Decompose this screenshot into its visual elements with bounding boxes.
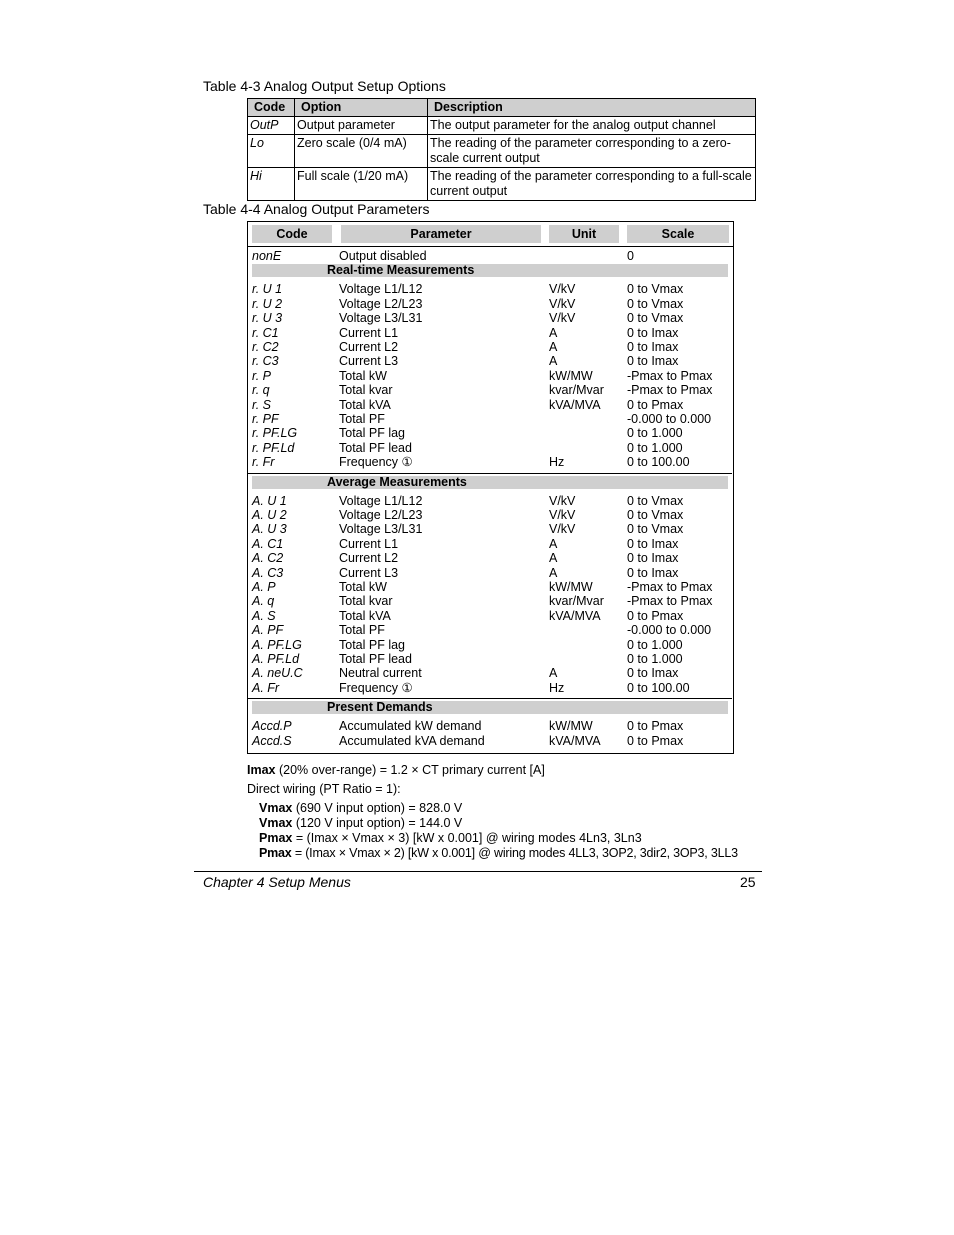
scale-cell: 0 to Pmax: [627, 608, 684, 623]
code-cell: r. C3: [252, 354, 279, 369]
code-cell: A. S: [252, 608, 276, 623]
code-cell: A. PF: [252, 623, 284, 638]
unit-cell: Hz: [549, 680, 565, 695]
scale-cell: 0 to Imax: [627, 354, 679, 369]
parameter-cell: Total kVA: [339, 608, 391, 623]
formula-label: Vmax: [259, 816, 293, 830]
parameter-cell: Current L2: [339, 340, 399, 354]
code-cell: r. PF.Ld: [252, 440, 295, 455]
scale-cell: 0 to Imax: [627, 551, 679, 566]
scale-cell: -Pmax to Pmax: [627, 580, 713, 594]
unit-cell: kW/MW: [549, 719, 593, 734]
column-header-code: Code: [248, 99, 295, 117]
formula-label: Vmax: [259, 801, 293, 815]
table-row: [248, 311, 732, 325]
code-cell: A. C1: [252, 536, 284, 551]
code-cell: r. P: [252, 368, 271, 383]
table-header-row: [248, 222, 733, 247]
parameter-cell: Voltage L2/L23: [339, 296, 423, 311]
option-cell: Zero scale (0/4 mA): [295, 135, 428, 168]
code-cell: r. PF.LG: [252, 426, 298, 441]
table-row: [248, 340, 732, 354]
code-cell: r. PF: [252, 412, 279, 426]
parameter-cell: Total kW: [339, 368, 387, 383]
table-row: [248, 494, 732, 508]
table-row: [248, 282, 732, 296]
table-4-3: [247, 98, 756, 201]
parameter-cell: Current L3: [339, 354, 399, 369]
column-header-scale: Scale: [627, 225, 729, 243]
unit-cell: A: [549, 354, 558, 369]
unit-cell: kVA/MVA: [549, 397, 601, 412]
parameter-cell: Voltage L1/L12: [339, 493, 423, 508]
scale-cell: -0.000 to 0.000: [627, 623, 712, 638]
unit-cell: V/kV: [549, 522, 576, 537]
table-4-4-caption: Table 4-4 Analog Output Parameters: [203, 201, 430, 217]
parameter-cell: Total PF lag: [339, 426, 406, 441]
description-cell: The reading of the parameter corresponding to a full-scale current output: [428, 168, 756, 201]
column-header-option: Option: [295, 99, 428, 117]
parameter-cell: Accumulated kVA demand: [339, 733, 485, 748]
unit-cell: A: [549, 340, 558, 354]
footer-chapter: Chapter 4 Setup Menus: [203, 874, 351, 890]
column-header-unit: Unit: [549, 225, 619, 243]
parameter-cell: Output disabled: [339, 249, 427, 263]
code-cell: A. Fr: [252, 680, 280, 695]
unit-cell: kVA/MVA: [549, 608, 601, 623]
scale-cell: 0 to 1.000: [627, 637, 683, 652]
description-cell: The reading of the parameter corresponding to a zero-scale current output: [428, 135, 756, 168]
unit-cell: A: [549, 565, 558, 580]
parameter-cell: Neutral current: [339, 666, 422, 681]
table-row: [248, 455, 732, 469]
parameter-cell: Voltage L1/L12: [339, 282, 423, 297]
scale-cell: 0 to 1.000: [627, 440, 683, 455]
unit-cell: kVA/MVA: [549, 733, 601, 748]
table-row: [248, 383, 732, 397]
section-title: Average Measurements: [327, 474, 467, 489]
parameter-cell: Frequency ①: [339, 680, 413, 695]
table-row: [248, 609, 732, 623]
parameter-cell: Voltage L2/L23: [339, 508, 423, 522]
parameter-cell: Total PF: [339, 412, 385, 426]
scale-cell: 0 to Vmax: [627, 296, 684, 311]
column-header-code: Code: [252, 225, 332, 243]
imax-note: [247, 763, 545, 778]
code-cell: A. U 2: [252, 508, 287, 522]
formula-text: (120 V input option) = 144.0 V: [292, 816, 463, 830]
unit-cell: kvar/Mvar: [549, 383, 604, 398]
parameter-cell: Current L3: [339, 565, 399, 580]
section-title: Real-time Measurements: [327, 263, 475, 278]
table-row: [248, 412, 732, 426]
direct-wiring-note: Direct wiring (PT Ratio = 1):: [247, 782, 401, 796]
table-row: [248, 537, 732, 551]
table-row: [248, 638, 732, 652]
parameter-cell: Voltage L3/L31: [339, 311, 423, 326]
table-row: [248, 681, 732, 695]
scale-cell: 0 to Vmax: [627, 311, 684, 326]
table-row: [248, 117, 756, 135]
scale-cell: 0 to Imax: [627, 565, 679, 580]
section-divider: [248, 698, 732, 699]
code-cell: Lo: [248, 135, 295, 168]
table-row: [248, 441, 732, 455]
parameter-cell: Total kvar: [339, 594, 393, 609]
scale-cell: 0 to 1.000: [627, 426, 683, 441]
imax-label: Imax: [247, 763, 276, 777]
unit-cell: V/kV: [549, 296, 576, 311]
formula-text: = (Imax × Vmax × 3) [kW x 0.001] @ wiring modes 4Ln3, 3Ln3: [292, 831, 642, 845]
table-row: [248, 369, 732, 383]
code-cell: A. C2: [252, 551, 284, 566]
table-header-row: [248, 99, 756, 117]
parameter-cell: Total PF lead: [339, 440, 412, 455]
scale-cell: 0 to Imax: [627, 666, 679, 681]
table-row: [248, 594, 732, 608]
scale-cell: -Pmax to Pmax: [627, 383, 713, 398]
scale-cell: 0: [627, 249, 634, 263]
scale-cell: 0 to Imax: [627, 536, 679, 551]
table-row: [248, 623, 732, 637]
parameter-cell: Current L2: [339, 551, 399, 566]
table-4-4: [247, 221, 734, 754]
scale-cell: 0 to Pmax: [627, 397, 684, 412]
scale-cell: 0 to Vmax: [627, 508, 684, 522]
parameter-cell: Accumulated kW demand: [339, 719, 482, 734]
parameter-cell: Current L1: [339, 536, 399, 551]
scale-cell: 0 to Pmax: [627, 719, 684, 734]
table-row: [248, 135, 756, 168]
unit-cell: V/kV: [549, 493, 576, 508]
unit-cell: kvar/Mvar: [549, 594, 604, 609]
code-cell: r. Fr: [252, 455, 275, 470]
parameter-cell: Current L1: [339, 325, 399, 340]
code-cell: r. U 3: [252, 311, 283, 326]
unit-cell: A: [549, 666, 558, 681]
code-cell: r. U 1: [252, 282, 283, 297]
unit-cell: A: [549, 551, 558, 566]
table-row: [248, 719, 732, 733]
scale-cell: 0 to Vmax: [627, 282, 684, 297]
unit-cell: A: [549, 325, 558, 340]
code-cell: A. q: [252, 594, 275, 609]
formula-label: Pmax: [259, 831, 293, 845]
formula-text: = (Imax × Vmax × 2) [kW x 0.001] @ wiring modes 4LL3, 3OP2, 3dir2, 3OP3, 3LL3: [291, 846, 738, 860]
parameter-cell: Voltage L3/L31: [339, 522, 423, 537]
formula-line: [259, 816, 462, 831]
formula-line: [259, 831, 642, 846]
code-cell: OutP: [248, 117, 295, 135]
code-cell: r. q: [252, 383, 270, 398]
formula-line: [259, 801, 462, 816]
code-cell: r. C2: [252, 340, 279, 354]
code-cell: r. U 2: [252, 296, 283, 311]
section-header: [252, 701, 728, 714]
table-row: [248, 666, 732, 680]
unit-cell: V/kV: [549, 508, 576, 522]
scale-cell: 0 to Imax: [627, 340, 679, 354]
parameter-cell: Total PF lead: [339, 652, 412, 666]
table-row: [248, 354, 732, 368]
section-divider: [248, 473, 732, 474]
scale-cell: 0 to Vmax: [627, 522, 684, 537]
formula-text: (690 V input option) = 828.0 V: [292, 801, 463, 815]
unit-cell: kW/MW: [549, 368, 593, 383]
unit-cell: kW/MW: [549, 580, 593, 594]
unit-cell: V/kV: [549, 311, 576, 326]
section-header: [252, 264, 728, 277]
table-4-3-caption: Table 4-3 Analog Output Setup Options: [203, 78, 446, 94]
table-row: [248, 734, 732, 748]
code-cell: A. PF.Ld: [252, 652, 300, 666]
table-row: [248, 297, 732, 311]
scale-cell: -Pmax to Pmax: [627, 368, 713, 383]
unit-cell: Hz: [549, 455, 565, 470]
code-cell: Hi: [248, 168, 295, 201]
code-cell: A. P: [252, 580, 276, 594]
scale-cell: 0 to 100.00: [627, 680, 690, 695]
column-header-description: Description: [428, 99, 756, 117]
parameter-cell: Frequency ①: [339, 455, 413, 470]
table-row: [248, 398, 732, 412]
imax-text: (20% over-range) = 1.2 × CT primary current [A]: [275, 763, 545, 777]
parameter-cell: Total kVA: [339, 397, 391, 412]
scale-cell: -Pmax to Pmax: [627, 594, 713, 609]
scale-cell: 0 to 1.000: [627, 652, 683, 666]
table-row: [248, 566, 732, 580]
table-row: [248, 652, 732, 666]
scale-cell: 0 to Pmax: [627, 733, 684, 748]
table-row: [248, 249, 732, 263]
scale-cell: -0.000 to 0.000: [627, 412, 712, 426]
table-row: [248, 168, 756, 201]
parameter-cell: Total PF: [339, 623, 385, 638]
column-header-parameter: Parameter: [341, 225, 541, 243]
table-row: [248, 551, 732, 565]
scale-cell: 0 to Imax: [627, 325, 679, 340]
section-title: Present Demands: [327, 700, 433, 715]
description-cell: The output parameter for the analog output channel: [428, 117, 756, 135]
option-cell: Full scale (1/20 mA): [295, 168, 428, 201]
code-cell: Accd.P: [252, 719, 292, 734]
code-cell: r. S: [252, 397, 271, 412]
table-row: [248, 326, 732, 340]
scale-cell: 0 to 100.00: [627, 455, 690, 470]
formula-label: Pmax: [259, 846, 292, 860]
parameter-cell: Total kvar: [339, 383, 393, 398]
parameter-cell: Total PF lag: [339, 637, 406, 652]
code-cell: A. C3: [252, 565, 284, 580]
parameter-cell: Total kW: [339, 580, 387, 594]
table-row: [248, 426, 732, 440]
code-cell: A. U 1: [252, 493, 287, 508]
table-row: [248, 522, 732, 536]
table-row: [248, 580, 732, 594]
code-cell: Accd.S: [252, 733, 292, 748]
formula-line: [259, 846, 738, 861]
scale-cell: 0 to Vmax: [627, 493, 684, 508]
table-row: [248, 508, 732, 522]
unit-cell: V/kV: [549, 282, 576, 297]
code-cell: A. PF.LG: [252, 637, 302, 652]
page-number: 25: [740, 874, 756, 890]
code-cell: A. U 3: [252, 522, 287, 537]
footer-rule: [194, 871, 762, 872]
unit-cell: A: [549, 536, 558, 551]
code-cell: r. C1: [252, 325, 279, 340]
code-cell: nonE: [252, 249, 282, 263]
option-cell: Output parameter: [295, 117, 428, 135]
code-cell: A. neU.C: [252, 666, 303, 681]
section-header: [252, 476, 728, 489]
